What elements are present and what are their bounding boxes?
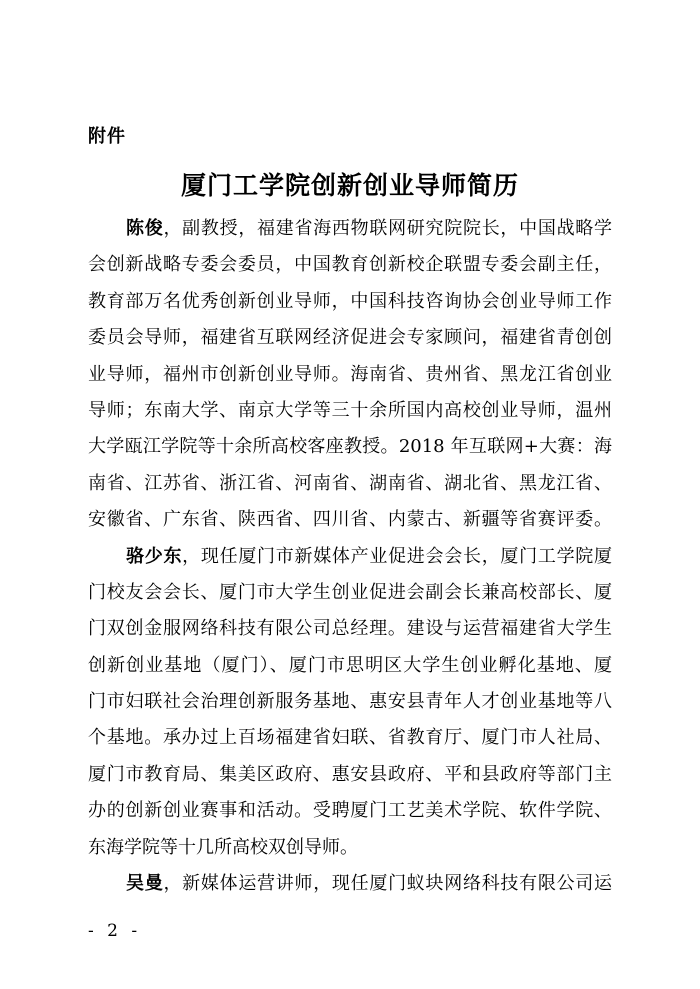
person-name: 骆少东 xyxy=(126,545,183,567)
paragraph-line: 办的创新创业赛事和活动。受聘厦门工艺美术学院、软件学院、 xyxy=(88,800,612,822)
attachment-label: 附件 xyxy=(88,126,126,147)
paragraph-line: 门校友会会长、厦门市大学生创业促进会副会长兼高校部长、厦 xyxy=(88,581,612,603)
paragraph-line: 大学瓯江学院等十余所高校客座教授。2018 年互联网+大赛：海 xyxy=(88,436,612,458)
line-text: ，新媒体运营讲师，现任厦门蚁块网络科技有限公司运 xyxy=(163,873,613,895)
paragraph-line xyxy=(88,866,612,902)
page-number: - 2 - xyxy=(88,921,142,941)
document-body xyxy=(88,211,612,902)
document-title: 厦门工学院创新创业导师简历 xyxy=(180,171,519,200)
bio-paragraph-luo-shaodong xyxy=(88,539,612,867)
paragraph-line: 个基地。承办过上百场福建省妇联、省教育厅、厦门市人社局、 xyxy=(88,727,612,749)
paragraph-line: 门市妇联社会治理创新服务基地、惠安县青年人才创业基地等八 xyxy=(88,691,612,713)
paragraph-line xyxy=(88,539,612,575)
person-name: 陈俊 xyxy=(126,218,164,239)
line-text: ，副教授，福建省海西物联网研究院院长，中国战略学 xyxy=(163,218,613,239)
paragraph-line: 教育部万名优秀创新创业导师，中国科技咨询协会创业导师工作 xyxy=(88,290,612,312)
bio-paragraph-chen-jun xyxy=(88,211,612,539)
paragraph-line: 委员会导师，福建省互联网经济促进会专家顾问，福建省青创创 xyxy=(88,327,612,349)
paragraph-line: 门双创金服网络科技有限公司总经理。建设与运营福建省大学生 xyxy=(88,618,612,640)
paragraph-line: 导师；东南大学、南京大学等三十余所国内高校创业导师，温州 xyxy=(88,399,612,421)
bio-paragraph-wu-man xyxy=(88,866,612,902)
paragraph-line: 会创新战略专委会委员，中国教育创新校企联盟专委会副主任， xyxy=(88,254,612,276)
paragraph-line xyxy=(88,211,612,247)
paragraph-line: 创新创业基地（厦门）、厦门市思明区大学生创业孵化基地、厦 xyxy=(88,654,612,676)
paragraph-line: 业导师，福州市创新创业导师。海南省、贵州省、黑龙江省创业 xyxy=(88,363,612,385)
paragraph-line: 东海学院等十几所高校双创导师。 xyxy=(88,836,358,858)
paragraph-line: 安徽省、广东省、陕西省、四川省、内蒙古、新疆等省赛评委。 xyxy=(88,509,612,531)
person-name: 吴曼 xyxy=(126,873,164,895)
paragraph-line: 南省、江苏省、浙江省、河南省、湖南省、湖北省、黑龙江省、 xyxy=(88,472,612,494)
line-text: ，现任厦门市新媒体产业促进会会长，厦门工学院厦 xyxy=(182,545,613,567)
paragraph-line: 厦门市教育局、集美区政府、惠安县政府、平和县政府等部门主 xyxy=(88,763,612,785)
